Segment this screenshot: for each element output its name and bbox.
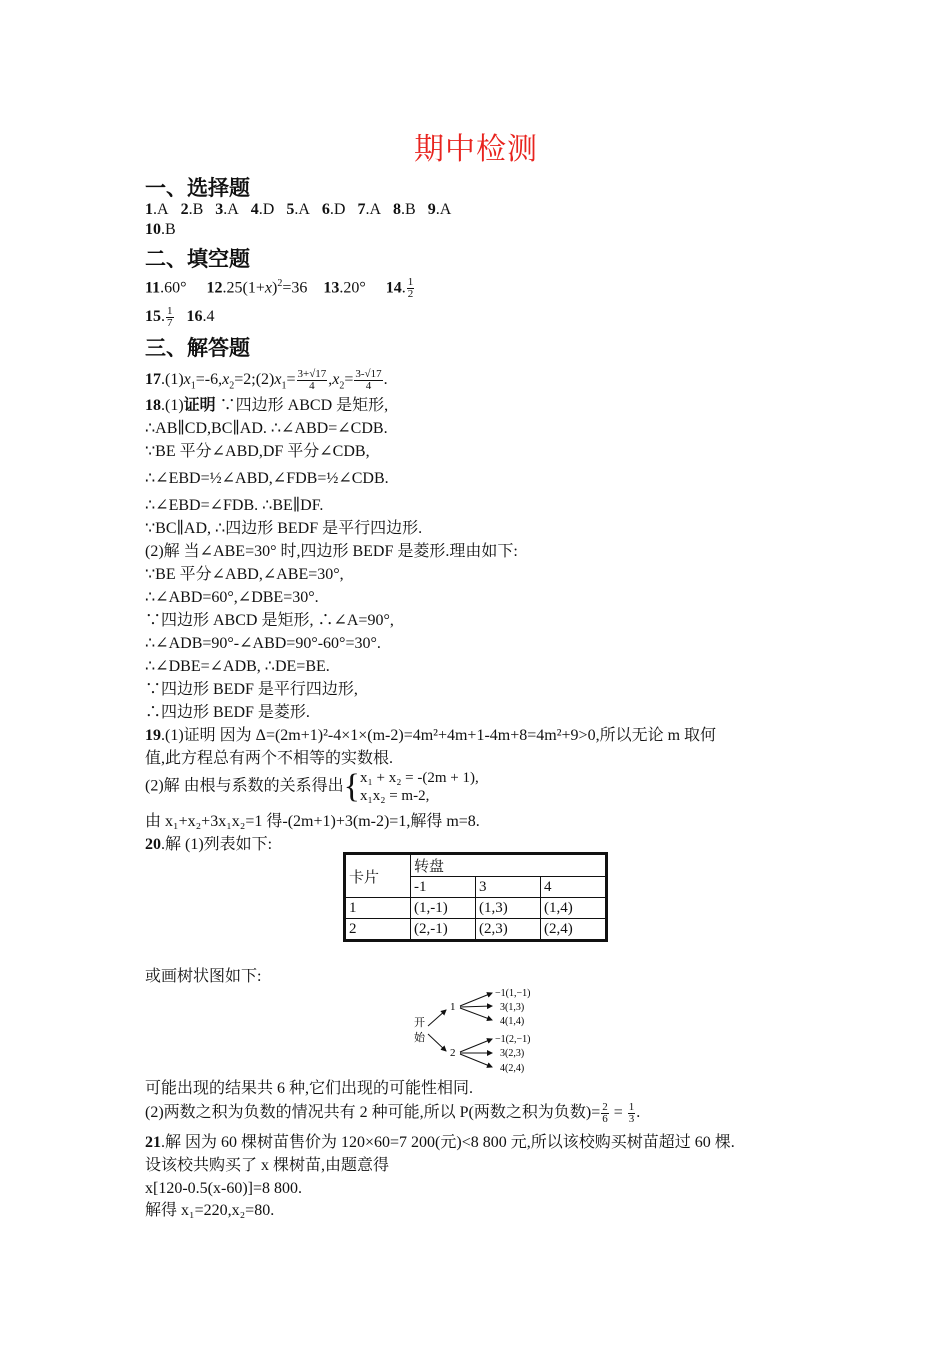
tree-branch [428,1010,446,1026]
q21-line-3: x[120-0.5(x-60)]=8 800. [145,1180,302,1197]
q21-line-4: 解得 x₁=220,x₂=80. [145,1202,275,1219]
section-heading-choice: 一、选择题 [145,176,250,200]
equation-system: x₁ + x₂ = -(2m + 1), x₁x₂ = m-2, [360,770,479,804]
fraction: $\frac{2}{6}$ [602,1101,608,1125]
q18-line-6: ∵BC∥AD, ∴四边形 BEDF 是平行四边形. [145,520,423,537]
q18-line-10: ∵四边形 ABCD 是矩形, ∴∠A=90°, [145,612,394,629]
tree-leaf: 3(1,3) [500,1002,525,1013]
table-row [345,898,607,919]
q19-line-1: 19.(1)证明 因为 Δ=(2m+1)²-4×1×(m-2)=4m²+4m+1-4m+8=4m²+9>0,所以无论 m 取何 [145,727,717,744]
q18-line-12: ∴∠DBE=∠ADB, ∴DE=BE. [145,658,330,675]
q18-line-3: ∵BE 平分∠ABD,DF 平分∠CDB, [145,443,370,460]
fraction: $\frac{1}{2}$ [407,276,414,301]
q18-line-2: ∴AB∥CD,BC∥AD. ∴∠ABD=∠CDB. [145,420,388,437]
tree-leaf: 4(2,4) [500,1063,525,1074]
tree-start-label-1: 开 [414,1016,425,1029]
q20-part2: (2)两数之积为负数的情况共有 2 种可能,所以 P(两数之积为负数)= $\frac{2}{6}$ = $\frac{1}{3}$ . [145,1101,641,1125]
table-col-header: 4 [541,877,607,898]
tree-branch [460,993,492,1006]
q18-line-1: 18.(1)证明 ∵四边形 ABCD 是矩形, [145,397,389,414]
tree-leaf: 3(2,3) [500,1048,525,1059]
fill-answers-line-2: 15. $\frac{1}{7}$ 16.4 [145,305,215,329]
tree-node-2: 2 [450,1047,456,1059]
table-row [345,919,607,941]
table-cell: (1,4) [541,898,607,919]
table-cell: 1 [345,898,411,919]
q20-line-1: 20.解 (1)列表如下: [145,836,273,853]
tree-branch [460,1008,492,1020]
q18-line-4: ∴∠EBD=½∠ABD,∠FDB=½∠CDB. [145,470,389,487]
table-col-header: -1 [411,877,476,898]
tree-leaf: −1(2,−1) [495,1034,531,1045]
q19-line-3: (2)解 由根与系数的关系得出{ x₁ + x₂ = -(2m + 1), x₁x₂ = m-2, [145,768,479,805]
q18-line-5: ∴∠EBD=∠FDB. ∴BE∥DF. [145,497,324,514]
tree-leaf: −1(1,−1) [495,988,531,999]
section-heading-fill: 二、填空题 [145,247,250,271]
tree-node-1: 1 [450,1001,456,1013]
section-heading-solve: 三、解答题 [145,336,250,360]
q19-line-4: 由 x₁+x₂+3x₁x₂=1 得-(2m+1)+3(m-2)=1,解得 m=8. [145,813,480,830]
tree-branch [460,1006,492,1007]
choice-answers-line-2: 10.B [145,221,176,238]
table-header-cell: 转盘 [411,854,607,877]
table-col-header: 3 [476,877,541,898]
q18-line-7: (2)解 当∠ABE=30° 时,四边形 BEDF 是菱形.理由如下: [145,543,518,560]
fraction: $\frac{1}{7}$ [167,305,173,329]
q21-line-1: 21.解 因为 60 棵树苗售价为 120×60=7 200(元)<8 800 元,所以该校购买树苗超过 60 棵. [145,1134,735,1151]
q17-answer: $17.(1)x_1=-6,x_2=2;(2)x_1=$ $\frac{3+√17}{4}$ $,x_2=$ $\frac{3-√17}{4}$ . [145,368,388,392]
page-title: 期中检测 [414,132,538,167]
q18-line-8: ∵BE 平分∠ABD,∠ABE=30°, [145,566,344,583]
table-cell: (2,-1) [411,919,476,941]
q20-result-line: 可能出现的结果共 6 种,它们出现的可能性相同. [145,1080,474,1097]
q19-line-2: 值,此方程总有两个不相等的实数根. [145,750,394,767]
table-cell: 2 [345,919,411,941]
choice-answers-line-1: 1.A 2.B 3.A 4.D 5.A 6.D 7.A 8.B 9.A [145,201,452,218]
table-cell: (2,3) [476,919,541,941]
q18-line-11: ∴∠ADB=90°-∠ABD=90°-60°=30°. [145,635,381,652]
table-corner-cell: 卡片 [345,854,411,898]
tree-intro: 或画树状图如下: [145,968,262,985]
tree-branch [460,1039,492,1052]
tree-leaf: 4(1,4) [500,1016,525,1027]
q18-line-13: ∵四边形 BEDF 是平行四边形, [145,681,358,698]
tree-diagram [408,984,558,1076]
fraction: $\frac{3-√17}{4}$ [355,368,382,392]
q21-line-2: 设该校共购买了 x 棵树苗,由题意得 [145,1157,390,1174]
table-cell: (1,-1) [411,898,476,919]
table-cell: (2,4) [541,919,607,941]
brace: { [343,768,360,805]
result-table [343,852,608,942]
fill-answers-line-1: 11.60° $12.25(1+x)^2=36$ 13.20° 14. $\frac{1}{2}$ [145,276,414,301]
tree-branch [428,1034,446,1051]
tree-start-label-2: 始 [414,1031,425,1044]
q18-line-9: ∴∠ABD=60°,∠DBE=30°. [145,589,319,606]
table-cell: (1,3) [476,898,541,919]
fraction: $\frac{1}{3}$ [628,1101,635,1125]
tree-branch [460,1054,492,1067]
fraction: $\frac{3+√17}{4}$ [297,368,327,392]
q18-line-14: ∴四边形 BEDF 是菱形. [145,704,310,721]
